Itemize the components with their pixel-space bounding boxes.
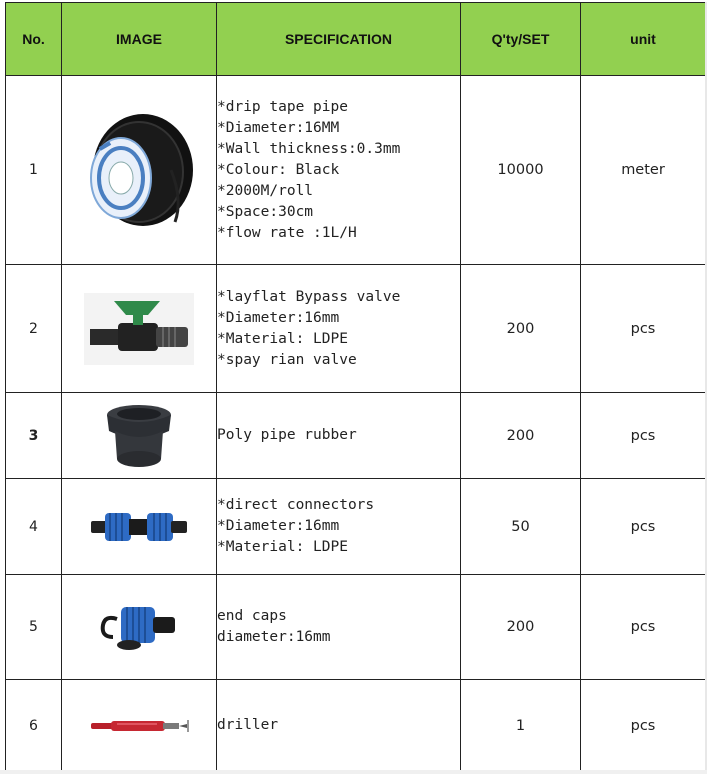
driller-icon (87, 714, 191, 738)
spec-line: *Material: LDPE (217, 330, 348, 347)
row-unit: pcs (581, 479, 706, 575)
spec-line: *2000M/roll (217, 182, 314, 199)
spec-line: *Colour: Black (217, 161, 340, 178)
row-unit: pcs (581, 575, 706, 680)
row-qty: 1 (461, 680, 581, 772)
drip-tape-roll-icon (83, 110, 195, 230)
table-row (6, 393, 706, 479)
table-row (6, 479, 706, 575)
spec-line: end caps (217, 608, 287, 624)
spec-line: *direct connectors (217, 497, 375, 513)
spec-line: *Diameter:16mm (217, 518, 340, 534)
table-row (6, 680, 706, 772)
direct-connector-icon (89, 507, 189, 547)
row-qty: 200 (461, 265, 581, 393)
table-row (6, 265, 706, 393)
bypass-valve-icon (84, 293, 194, 365)
header-unit: unit (581, 3, 706, 76)
spec-line: *Space:30cm (217, 203, 314, 220)
row-number: 1 (6, 76, 62, 265)
spec-line: *spay rian valve (217, 351, 357, 368)
bottom-band (0, 770, 707, 774)
spec-line: *drip tape pipe (217, 98, 348, 115)
row-qty: 10000 (461, 76, 581, 265)
header-qty: Q'ty/SET (461, 3, 581, 76)
end-cap-icon (99, 597, 179, 657)
header-image: IMAGE (62, 3, 217, 76)
header-row (6, 3, 706, 76)
spec-line: *Material: LDPE (217, 539, 348, 555)
row-unit: meter (581, 76, 706, 265)
rubber-grommet-icon (101, 401, 177, 471)
row-qty: 50 (461, 479, 581, 575)
row-number: 2 (6, 265, 62, 393)
row-number: 5 (6, 575, 62, 680)
header-no: No. (6, 3, 62, 76)
row-unit: pcs (581, 265, 706, 393)
spec-line: *Wall thickness:0.3mm (217, 140, 401, 157)
spec-line: *Diameter:16MM (217, 119, 340, 136)
spec-line: *flow rate :1L/H (217, 224, 357, 241)
row-number: 4 (6, 479, 62, 575)
table-row (6, 76, 706, 265)
spec-line: driller (217, 717, 279, 733)
row-number: 3 (6, 393, 62, 479)
spec-line: diameter:16mm (217, 629, 331, 645)
row-unit: pcs (581, 680, 706, 772)
spec-line: *Diameter:16mm (217, 309, 340, 326)
row-qty: 200 (461, 575, 581, 680)
row-unit: pcs (581, 393, 706, 479)
table-row (6, 575, 706, 680)
spec-line: Poly pipe rubber (217, 427, 357, 443)
header-specification: SPECIFICATION (217, 3, 461, 76)
row-qty: 200 (461, 393, 581, 479)
row-number: 6 (6, 680, 62, 772)
spec-line: *layflat Bypass valve (217, 288, 401, 305)
spec-table (5, 2, 706, 772)
